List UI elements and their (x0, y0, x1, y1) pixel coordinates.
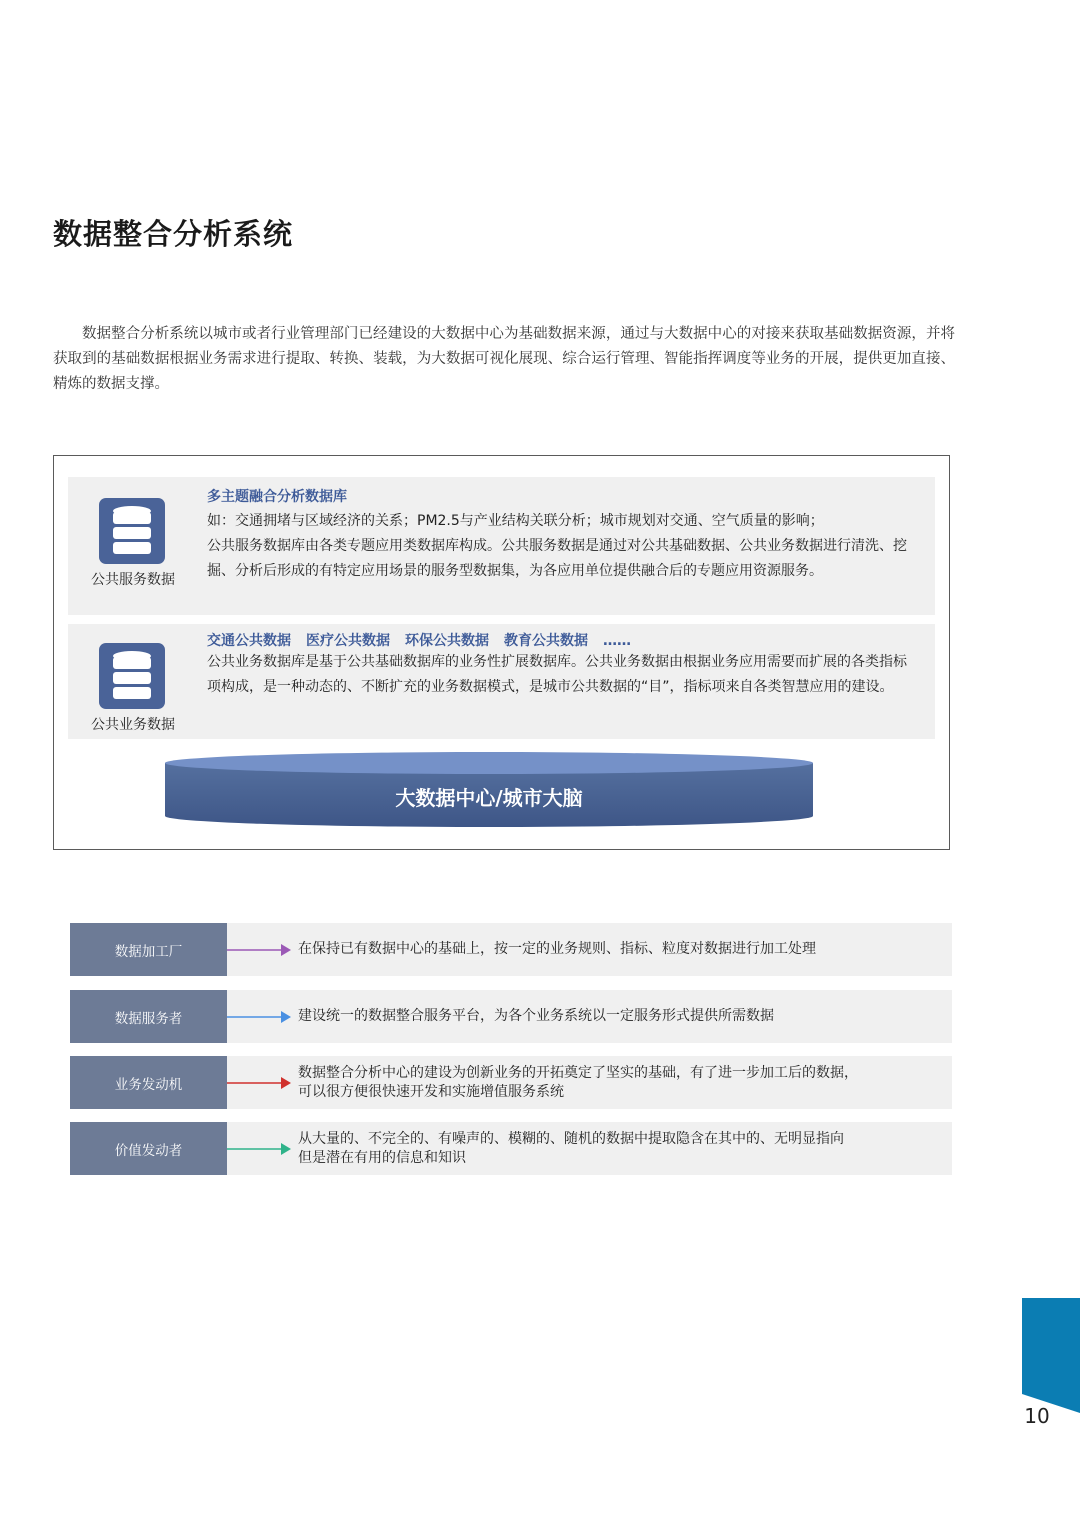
panel-body-text: 公共业务数据库是基于公共基础数据库的业务性扩展数据库。公共业务数据由根据业务应用需要而扩展的各类指标项构成，是一种动态的、不断扩充的业务数据模式，是城市公共数据的“目”，指标项来自各类智慧应用的建设。 (207, 654, 907, 695)
panel-label: 公共服务数据 (91, 572, 175, 588)
panel-description (207, 509, 915, 584)
page-title: 数据整合分析系统 (53, 217, 294, 251)
topic-list (207, 630, 646, 650)
topic-medical: 医疗公共数据 (306, 633, 390, 649)
role-row-data-factory (70, 923, 952, 976)
big-data-center-disk (165, 752, 813, 827)
topic-education: 教育公共数据 (504, 633, 588, 649)
role-name: 业务发动机 (70, 1056, 227, 1109)
role-row-data-server (70, 990, 952, 1043)
page-number: 10 (1024, 1404, 1050, 1428)
role-row-business-engine (70, 1056, 952, 1109)
panel-description (207, 650, 915, 700)
page-corner-tab (1022, 1298, 1080, 1413)
data-architecture-diagram (53, 455, 950, 850)
panel-body-text: 公共服务数据库由各类专题应用类数据库构成。公共服务数据是通过对公共基础数据、公共业务数据进行清洗、挖掘、分析后形成的有特定应用场景的服务型数据集，为各应用单位提供融合后的专题应用资源服务。 (207, 538, 907, 579)
topic-ellipsis: …… (603, 633, 631, 649)
topic-environment: 环保公共数据 (405, 633, 489, 649)
role-row-value-driver (70, 1122, 952, 1175)
role-description: 从大量的、不完全的、有噪声的、模糊的、随机的数据中提取隐含在其中的、无明显指向 但是潜在有用的信息和知识 (298, 1130, 844, 1166)
role-name: 价值发动者 (70, 1122, 227, 1175)
role-description: 在保持已有数据中心的基础上，按一定的业务规则、指标、粒度对数据进行加工处理 (298, 941, 816, 957)
public-service-data-panel (68, 477, 935, 615)
role-description: 建设统一的数据整合服务平台，为各个业务系统以一定服务形式提供所需数据 (298, 1008, 774, 1024)
database-icon (99, 643, 165, 709)
topic-traffic: 交通公共数据 (207, 633, 291, 649)
panel-label: 公共业务数据 (91, 717, 175, 733)
role-name: 数据加工厂 (70, 923, 227, 976)
panel-heading: 多主题融合分析数据库 (207, 489, 347, 505)
public-business-data-panel (68, 624, 935, 739)
arrow-right-icon (227, 1010, 293, 1024)
arrow-right-icon (227, 1076, 293, 1090)
role-name: 数据服务者 (70, 990, 227, 1043)
big-data-center-label: 大数据中心/城市大脑 (395, 786, 583, 810)
database-icon (99, 498, 165, 564)
intro-paragraph: 数据整合分析系统以城市或者行业管理部门已经建设的大数据中心为基础数据来源，通过与大数据中心的对接来获取基础数据资源，并将获取到的基础数据根据业务需求进行提取、转换、装载，为大数据可视化展现、综合运行管理、智能指挥调度等业务的开展，提供更加直接、精炼的数据支撑。 (53, 326, 955, 392)
panel-example-line: 如：交通拥堵与区域经济的关系；PM2.5与产业结构关联分析；城市规划对交通、空气质量的影响； (207, 513, 824, 529)
arrow-right-icon (227, 943, 293, 957)
arrow-right-icon (227, 1142, 293, 1156)
role-description: 数据整合分析中心的建设为创新业务的开拓奠定了坚实的基础，有了进一步加工后的数据， 可以很方便很快速开发和实施增值服务系统 (298, 1064, 858, 1100)
